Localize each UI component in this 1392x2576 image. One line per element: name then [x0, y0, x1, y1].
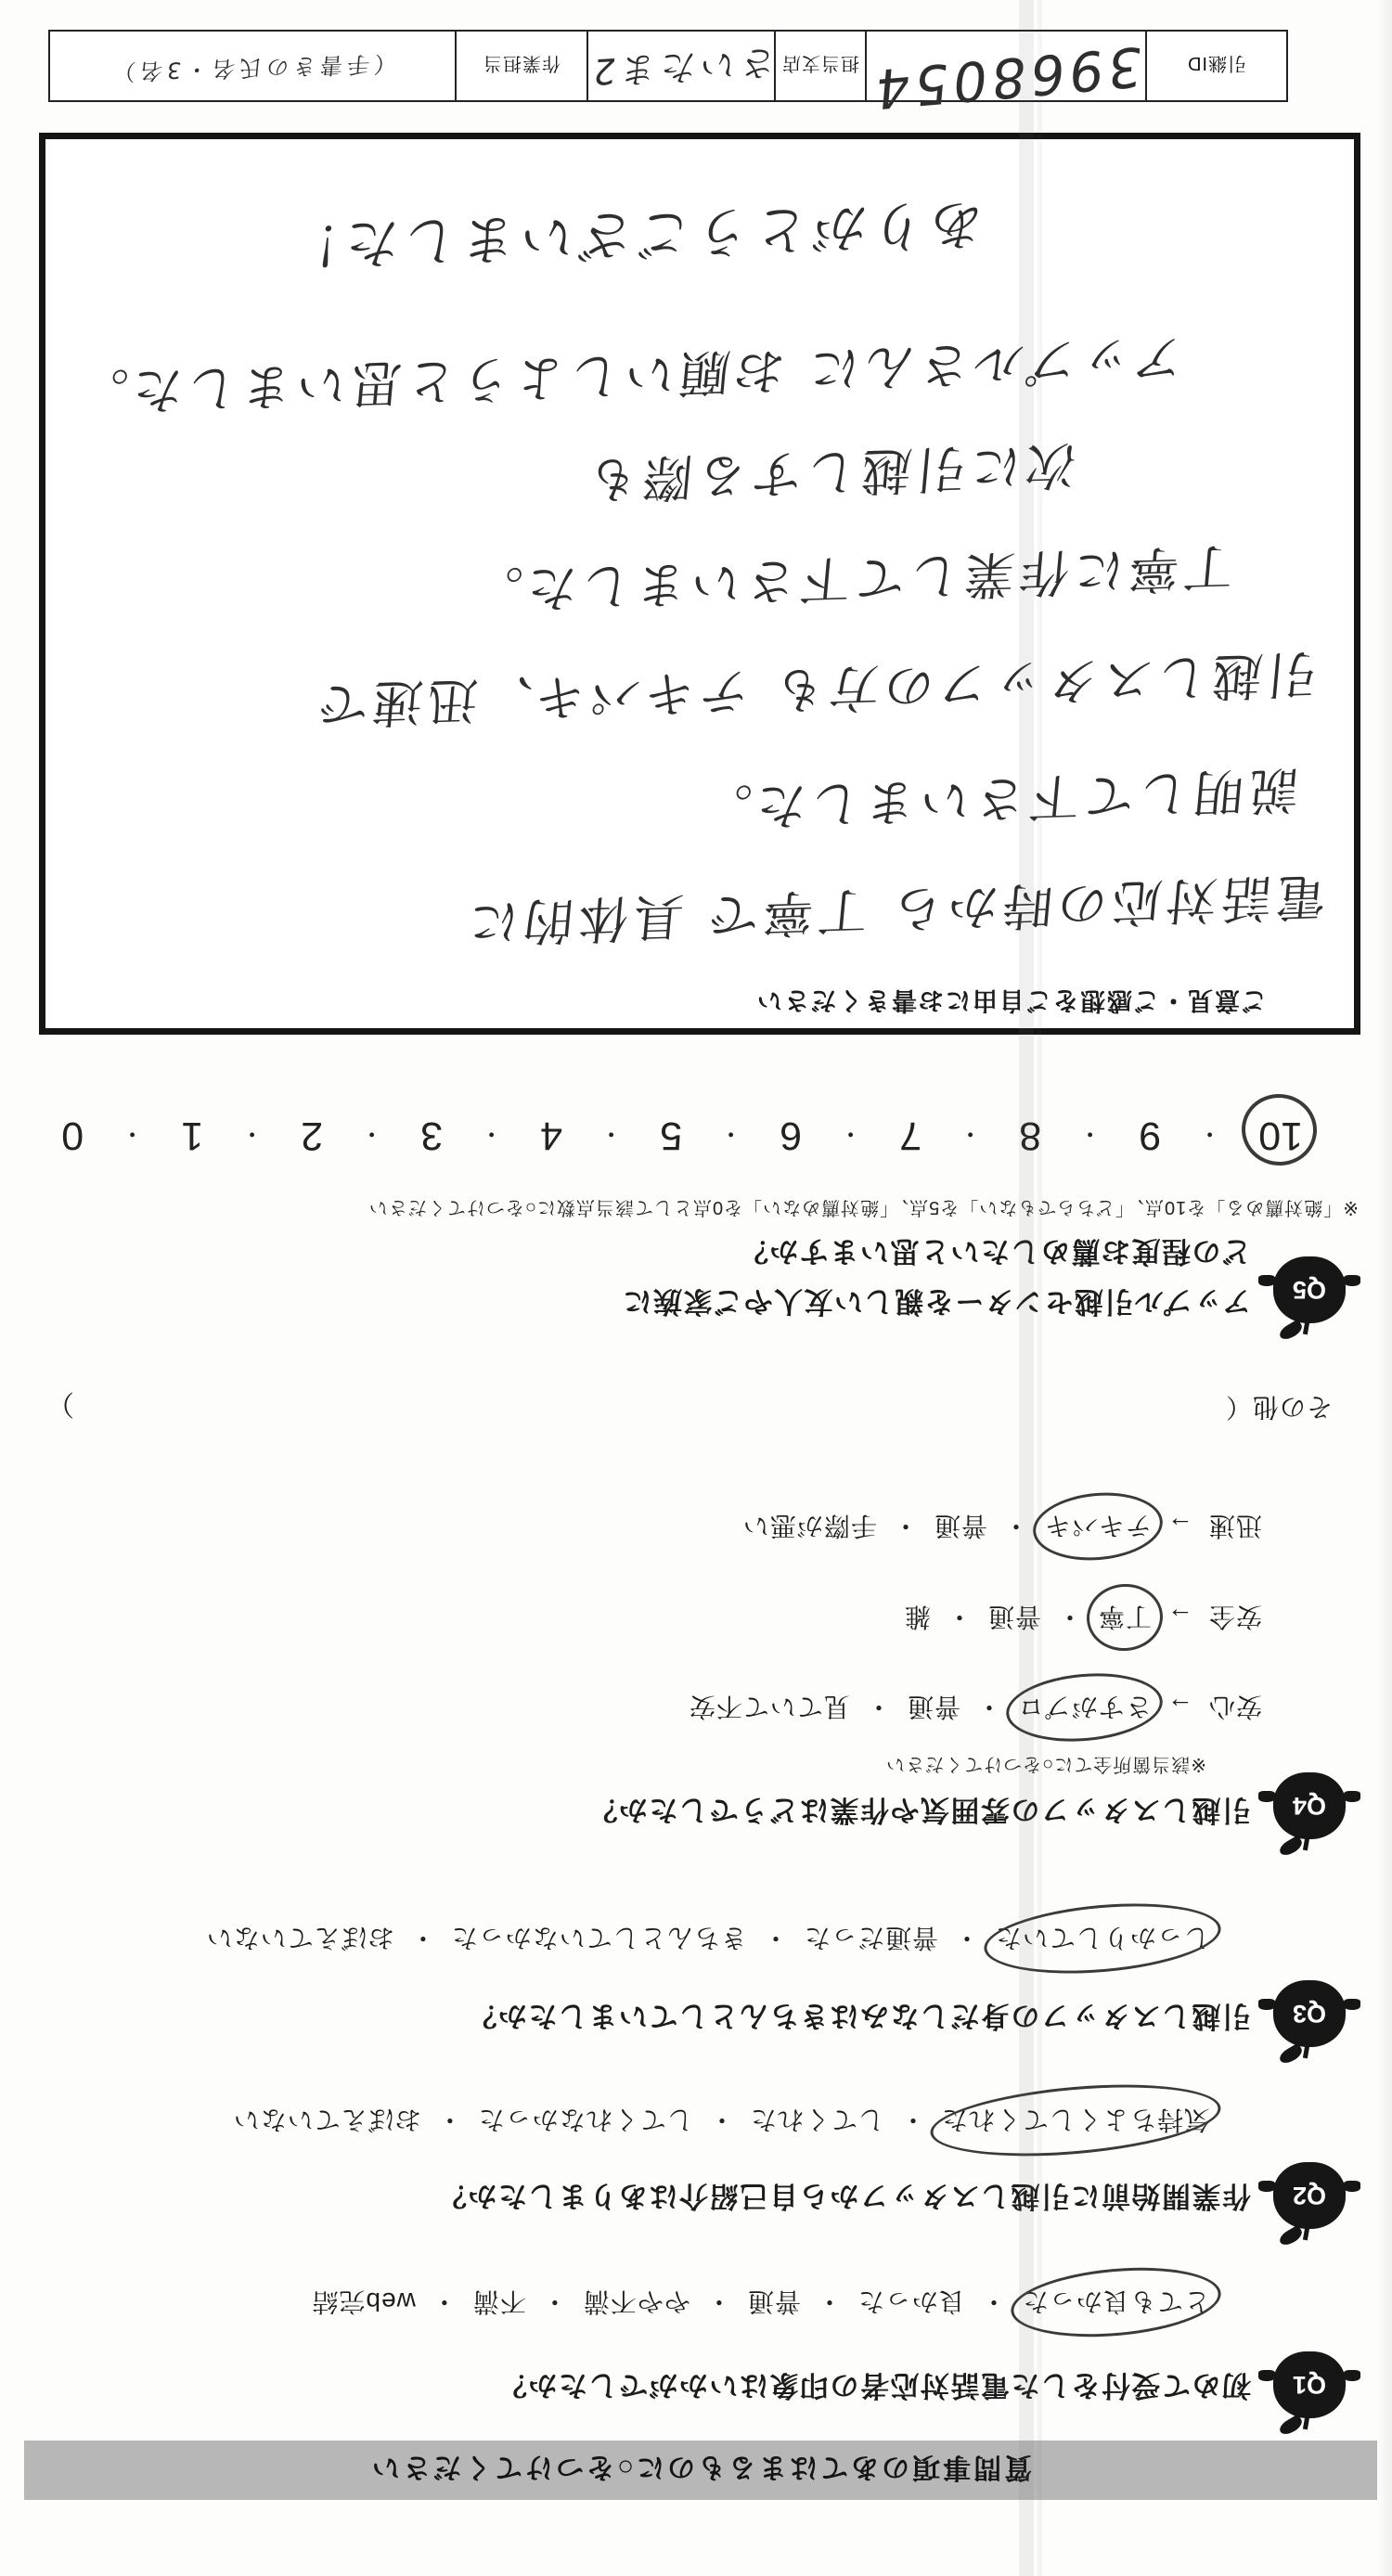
option: 8 — [1019, 1114, 1042, 1158]
option-separator: ・ — [479, 1120, 504, 1148]
option-separator: ・ — [815, 2287, 843, 2316]
option-selected-pen-circle: しっかりしていた — [995, 1921, 1210, 1958]
q2-apple-mascot-icon — [1273, 2162, 1346, 2229]
option: 7 — [899, 1114, 922, 1158]
option: 6 — [780, 1114, 803, 1158]
option: 5 — [660, 1114, 683, 1158]
q5-title-line1: アップル引越センターを親しい友人やご家族に — [622, 1285, 1251, 1318]
handover-field-handwritten-value: 3968054 — [868, 33, 1145, 122]
q4-row-anshin-options — [689, 1693, 1152, 1721]
handover-field-label: 引継ID — [1145, 32, 1286, 100]
option-selected-pen-circle: とても良かった — [1022, 2285, 1210, 2322]
option: きちんとしていなかった — [450, 1924, 747, 1952]
q1-options — [311, 2285, 1210, 2322]
option: 手際が悪い — [741, 1512, 877, 1540]
option-selected-pen-circle: さすがプロ — [1017, 1690, 1152, 1727]
handwritten-comment-line: ありがとうございました！ — [278, 191, 986, 277]
option-separator: ・ — [707, 2106, 735, 2134]
handwritten-comment-line: 説明して下さいました。 — [693, 759, 1302, 838]
option-separator: ・ — [1197, 1120, 1222, 1148]
option: 2 — [301, 1114, 324, 1158]
option-separator: ・ — [864, 1693, 892, 1721]
q4-other-label: その他（ — [1224, 1393, 1333, 1422]
option-separator: ・ — [952, 1924, 980, 1952]
q4-apple-mascot-icon — [1273, 1772, 1346, 1839]
q1-title: 初めて受付をした電話対応者の印象はいかがでしたか？ — [496, 2369, 1251, 2402]
q4-row-anzen-category: 安全→ — [1166, 1603, 1262, 1631]
option: してくれた — [749, 2106, 884, 2134]
option: 普通だった — [803, 1924, 938, 1952]
handover-field-label: 作業担当 — [455, 32, 586, 100]
option-separator: ・ — [120, 1120, 145, 1148]
option-selected-pen-circle: テキパキ — [1044, 1509, 1152, 1546]
option: 普通 — [986, 1603, 1041, 1631]
option: やや不満 — [582, 2287, 690, 2316]
q3-title: 引越しスタッフの身だしなみはきちんとしていましたか？ — [467, 2000, 1251, 2032]
handover-field-handwritten-value: さいたま2 — [586, 42, 778, 94]
q4-row-anshin-category: 安心→ — [1166, 1693, 1262, 1721]
handover-field-handwritten-value: （手書きの氏名・3名） — [107, 50, 398, 86]
option-selected-pen-circle: 気持ちよくしてくれた — [941, 2103, 1210, 2140]
option-separator: ・ — [599, 1120, 624, 1148]
q3-apple-mascot-icon — [1273, 1980, 1346, 2047]
q4-other-close-paren: ） — [46, 1388, 74, 1419]
q4-row-jinsoku — [742, 1509, 1262, 1546]
handwritten-comment-line: 引越しスタッフの方も テキパキ、迅速で — [311, 643, 1321, 735]
q4-row-jinsoku-options — [742, 1512, 1152, 1540]
option-separator: ・ — [1077, 1120, 1102, 1148]
handwritten-comment-line: 次に引越しする際も — [580, 434, 1079, 509]
q4-row-anzen — [904, 1600, 1262, 1637]
handover-field-label: 担当支店 — [774, 32, 865, 100]
option-separator: ・ — [540, 2287, 568, 2316]
option-separator: ・ — [430, 2287, 458, 2316]
handover-field-value-cell — [865, 32, 1145, 122]
q4-row-anshin — [689, 1690, 1262, 1727]
option-separator: ・ — [704, 2287, 732, 2316]
q4-title: 引越しスタッフの雰囲気や作業はどうでしたか？ — [587, 1794, 1251, 1826]
option-separator: ・ — [1001, 1512, 1029, 1540]
option: 0 — [61, 1114, 84, 1158]
option-separator: ・ — [239, 1120, 264, 1148]
q5-nps-scale — [61, 1113, 1303, 1158]
option-separator: ・ — [838, 1120, 863, 1148]
option: してくれなかった — [477, 2106, 693, 2134]
q2-options — [233, 2103, 1210, 2140]
option-separator: ・ — [979, 2287, 1007, 2316]
option: 9 — [1139, 1114, 1162, 1158]
q3-badge: Q3 — [1292, 2000, 1327, 2029]
option: 良かった — [857, 2287, 965, 2316]
handwritten-comment-line: 電話対応の時から 丁寧で 具体的に — [461, 866, 1330, 953]
option: 雑 — [903, 1603, 931, 1631]
q4-badge: Q4 — [1292, 1792, 1327, 1821]
q4-note: ※該当箇所全てに○をつけてください — [885, 1754, 1206, 1774]
option: 普通 — [906, 1693, 960, 1721]
option-separator: ・ — [435, 2106, 463, 2134]
option-separator: ・ — [945, 1603, 973, 1631]
q1-apple-mascot-icon — [1273, 2351, 1346, 2418]
arrow-icon: → — [1166, 1603, 1193, 1631]
arrow-icon: → — [1166, 1512, 1193, 1540]
option: 3 — [420, 1114, 444, 1158]
option-separator: ・ — [898, 2106, 926, 2134]
instruction-bar: 質問事項のあてはまるものに○をつけてください — [24, 2441, 1377, 2500]
comment-box — [39, 133, 1360, 1035]
q5-title-line2: どの程度お薦めしたいと思いますか？ — [738, 1235, 1251, 1268]
option: おぼえていない — [205, 1924, 394, 1952]
option: 1 — [181, 1114, 204, 1158]
option-separator: ・ — [974, 1693, 1002, 1721]
option: おぼえていない — [232, 2106, 421, 2134]
q1-badge: Q1 — [1292, 2371, 1327, 2400]
option-separator: ・ — [359, 1120, 384, 1148]
q5-badge: Q5 — [1292, 1276, 1327, 1305]
q2-badge: Q2 — [1292, 2182, 1327, 2210]
option-selected-pen-circle: 丁寧 — [1098, 1600, 1152, 1637]
q4-row-jinsoku-category: 迅速→ — [1166, 1512, 1262, 1540]
option: 4 — [540, 1114, 563, 1158]
q2-title: 作業開始前に引越しスタッフから自己紹介はありましたか？ — [436, 2180, 1251, 2212]
handwritten-comment-line: 丁寧に作業して下さいました。 — [464, 536, 1237, 621]
option-separator: ・ — [718, 1120, 743, 1148]
option: 不満 — [471, 2287, 526, 2316]
q4-row-anzen-options — [904, 1603, 1152, 1631]
option: web完結 — [311, 2287, 416, 2316]
option-separator: ・ — [891, 1512, 919, 1540]
option-selected-pen-circle: 10 — [1258, 1114, 1303, 1158]
handwritten-comment-line: アップルさんに お願いしようと思いました。 — [70, 328, 1186, 422]
option-separator: ・ — [958, 1120, 983, 1148]
q5-note: ※「絶対薦める」を10点、「どちらでもない」を5点、「絶対薦めない」を0点として該当点数に○をつけてください — [367, 1197, 1359, 1217]
handover-field-value-cell — [586, 32, 778, 100]
arrow-icon: → — [1166, 1693, 1193, 1721]
comment-box-label: ご意見・ご感想をご自由にお書きください — [755, 986, 1267, 1014]
handover-field-value-cell — [50, 32, 455, 100]
option-separator: ・ — [1055, 1603, 1083, 1631]
option: 見ていて不安 — [688, 1693, 850, 1721]
q3-options — [206, 1921, 1210, 1958]
option-separator: ・ — [761, 1924, 789, 1952]
option: 普通 — [746, 2287, 801, 2316]
handover-table — [48, 30, 1288, 122]
option: 普通 — [933, 1512, 987, 1540]
option-separator: ・ — [408, 1924, 436, 1952]
q5-apple-mascot-icon — [1273, 1256, 1346, 1323]
